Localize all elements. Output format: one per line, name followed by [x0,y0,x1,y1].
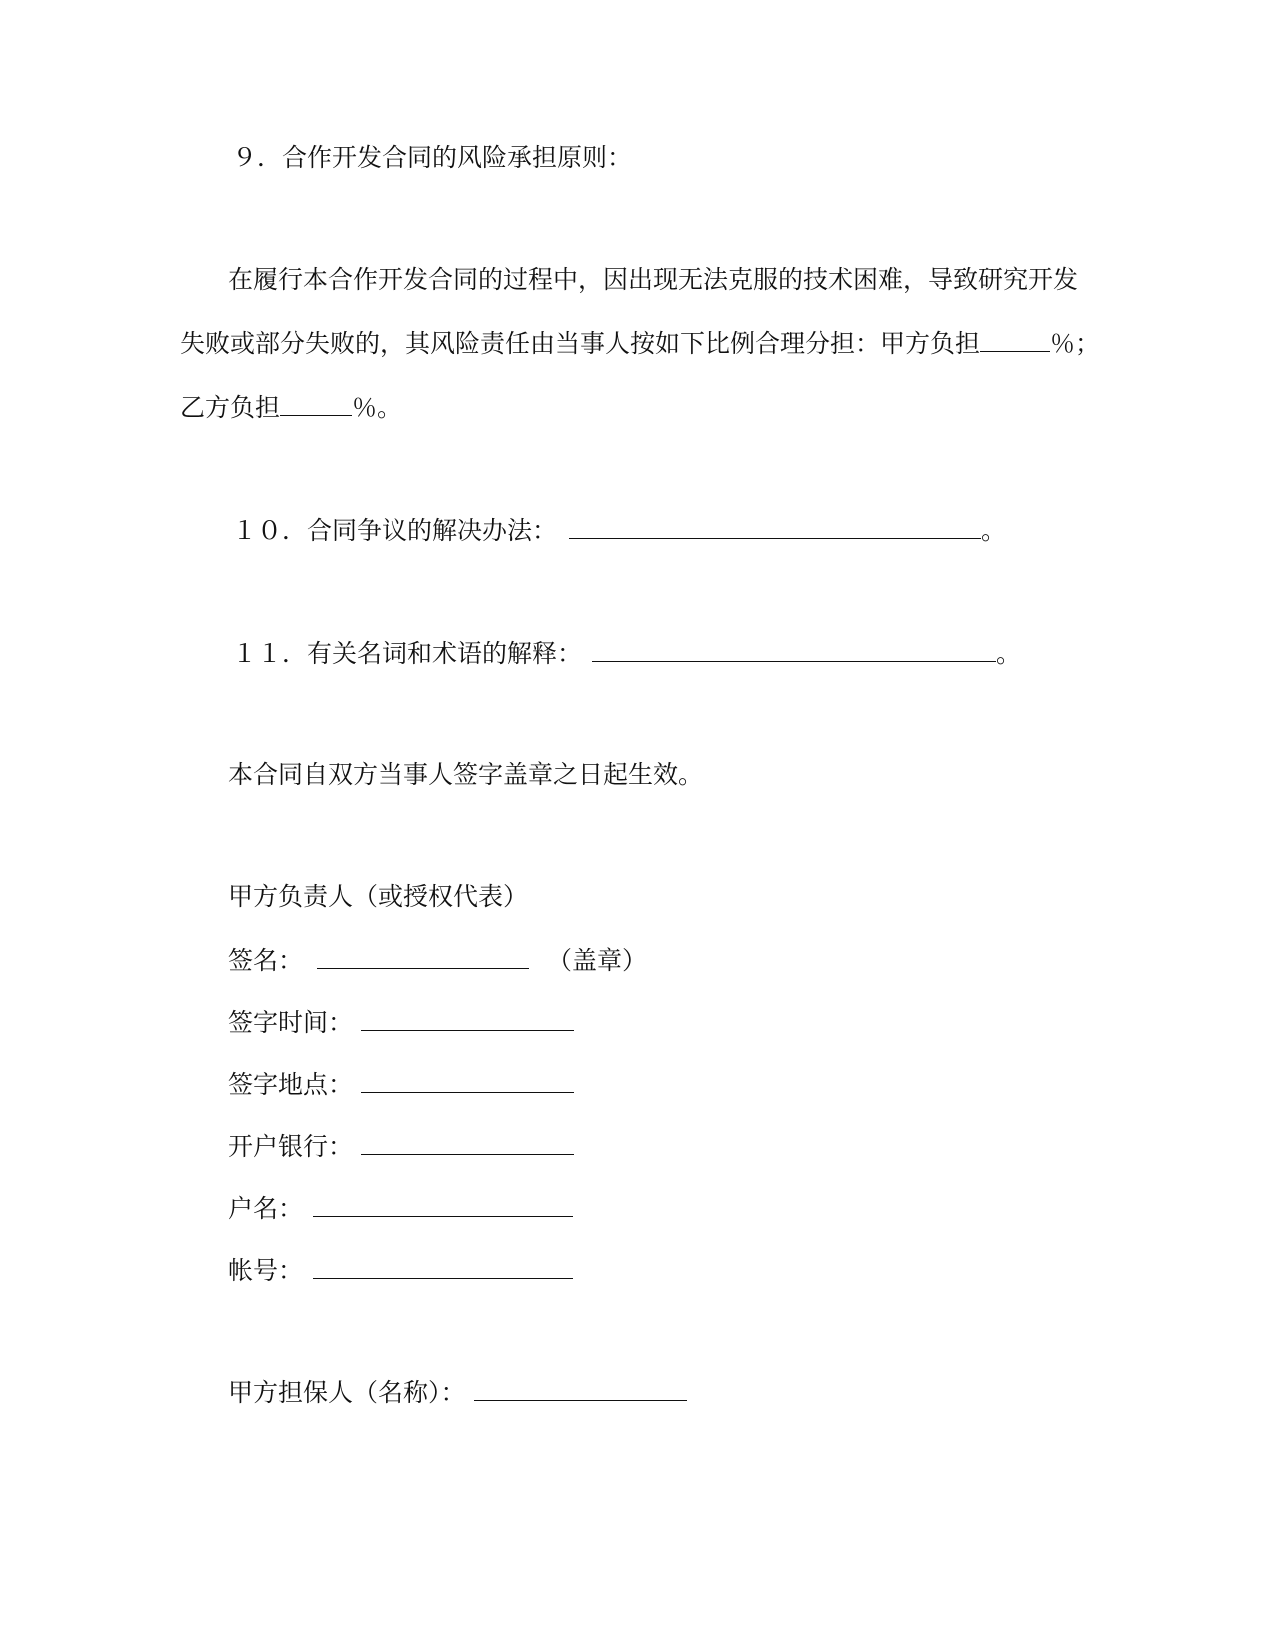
clause-9-para-line-1 [228,265,1078,295]
guarantor-row [228,1376,687,1406]
effective-statement [228,760,703,790]
sign-time-blank[interactable] [361,1006,574,1031]
bank-label: 开户银行： [228,1132,354,1161]
clause-11 [232,637,1021,667]
clause-9-para-line-2-suffix: ％； [1050,329,1101,358]
clause-9-para-line-2 [180,327,1100,357]
clause-11-label: １１．有关名词和术语的解释： [232,639,583,668]
clause-9-para-line-3 [180,391,402,421]
clause-9-para-line-3-prefix: 乙方负担 [180,393,281,422]
signature-blank[interactable] [317,944,529,969]
seal-label: （盖章） [547,946,648,975]
clause-10-label: １０．合同争议的解决办法： [232,516,558,545]
account-name-label: 户名： [228,1194,304,1223]
sign-place-row [228,1068,574,1098]
account-number-label: 帐号： [228,1256,304,1285]
clause-9-para-line-1-text: 在履行本合作开发合同的过程中，因出现无法克服的技术困难，导致研究开发 [228,265,1079,294]
party-b-risk-share-blank[interactable] [280,391,352,416]
sign-place-label: 签字地点： [228,1070,354,1099]
signature-row [228,944,647,974]
bank-row [228,1130,574,1160]
account-number-row [228,1254,573,1284]
party-a-title [228,882,528,912]
effective-statement-text: 本合同自双方当事人签字盖章之日起生效。 [228,760,704,789]
sign-place-blank[interactable] [361,1068,574,1093]
sign-time-row [228,1006,574,1036]
clause-9-heading [232,143,632,173]
guarantor-label: 甲方担保人（名称）： [228,1378,466,1407]
guarantor-blank[interactable] [474,1376,687,1401]
account-name-blank[interactable] [313,1192,573,1217]
party-a-title-text: 甲方负责人（或授权代表） [228,882,529,911]
bank-blank[interactable] [361,1130,574,1155]
clause-10 [232,514,1006,544]
terms-definition-blank[interactable] [592,637,996,662]
account-name-row [228,1192,573,1222]
clause-10-suffix: 。 [981,516,1007,545]
party-a-risk-share-blank[interactable] [980,327,1050,352]
clause-9-heading-text: ９．合作开发合同的风险承担原则： [232,143,633,172]
account-number-blank[interactable] [313,1254,573,1279]
sign-time-label: 签字时间： [228,1008,354,1037]
clause-9-para-line-2-prefix: 失败或部分失败的，其风险责任由当事人按如下比例合理分担：甲方负担 [180,329,981,358]
dispute-resolution-blank[interactable] [569,514,981,539]
clause-11-suffix: 。 [996,639,1022,668]
clause-9-para-line-3-suffix: ％。 [352,393,403,422]
signature-label: 签名： [228,946,304,975]
